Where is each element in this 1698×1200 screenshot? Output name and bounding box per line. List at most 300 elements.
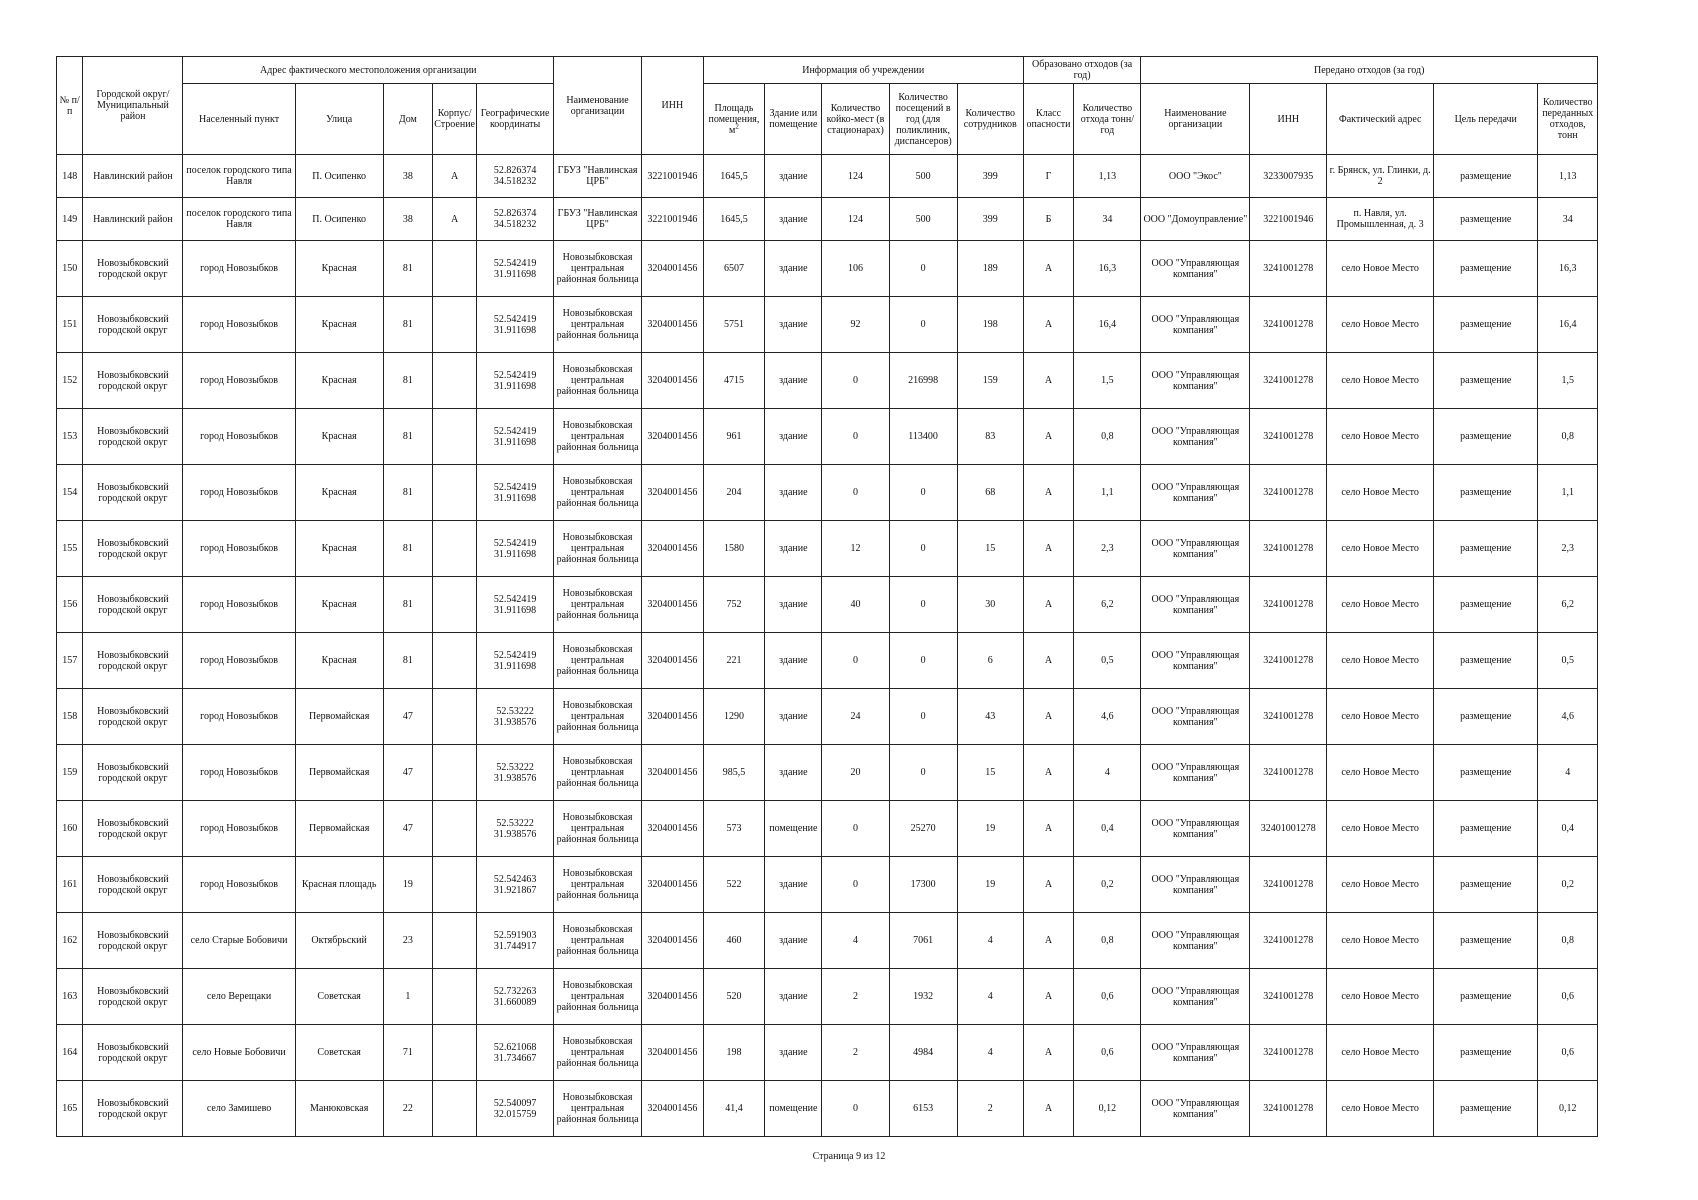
cell-locality: село Старые Бобовичи (183, 913, 295, 969)
cell-transferred: 0,6 (1538, 969, 1598, 1025)
cell-coords: 52.53222 31.938576 (477, 745, 554, 801)
table-row (57, 745, 1598, 801)
table-row (57, 198, 1598, 241)
cell-no: 157 (57, 633, 83, 689)
cell-building (433, 521, 477, 577)
cell-hazard: А (1023, 465, 1074, 521)
cell-visits: 17300 (889, 857, 957, 913)
cell-beds: 2 (822, 1025, 889, 1081)
header-coords: Географические координаты (477, 84, 554, 155)
cell-amount: 34 (1074, 198, 1141, 241)
cell-transferred: 4 (1538, 745, 1598, 801)
cell-inn: 3221001946 (642, 155, 704, 198)
cell-street: Красная площадь (295, 857, 383, 913)
cell-house: 38 (383, 198, 432, 241)
cell-amount: 0,6 (1074, 1025, 1141, 1081)
cell-recv-addr: г. Брянск, ул. Глинки, д. 2 (1327, 155, 1434, 198)
cell-recv-inn: 3221001946 (1250, 198, 1327, 241)
cell-house: 19 (383, 857, 432, 913)
cell-amount: 1,13 (1074, 155, 1141, 198)
cell-type: здание (765, 969, 822, 1025)
header-visits: Количество посещений в год (для поликлиник, диспансеров) (889, 84, 957, 155)
cell-type: помещение (765, 801, 822, 857)
header-recv-name: Наименование организации (1141, 84, 1250, 155)
cell-street: Советская (295, 1025, 383, 1081)
cell-district: Навлинский район (83, 155, 183, 198)
cell-area: 204 (703, 465, 765, 521)
cell-house: 71 (383, 1025, 432, 1081)
cell-inn: 3204001456 (642, 297, 704, 353)
cell-recv-name: ООО "Управляющая компания" (1141, 577, 1250, 633)
cell-beds: 0 (822, 353, 889, 409)
cell-recv-inn: 3241001278 (1250, 1081, 1327, 1137)
cell-amount: 2,3 (1074, 521, 1141, 577)
header-waste-amount: Количество отхода тонн/год (1074, 84, 1141, 155)
cell-amount: 0,12 (1074, 1081, 1141, 1137)
cell-hazard: А (1023, 969, 1074, 1025)
cell-beds: 124 (822, 155, 889, 198)
cell-hazard: А (1023, 1025, 1074, 1081)
cell-no: 158 (57, 689, 83, 745)
cell-house: 47 (383, 801, 432, 857)
cell-house: 1 (383, 969, 432, 1025)
cell-coords: 52.53222 31.938576 (477, 689, 554, 745)
cell-locality: город Новозыбков (183, 409, 295, 465)
cell-staff: 83 (957, 409, 1023, 465)
cell-hazard: А (1023, 745, 1074, 801)
waste-registry-table (56, 56, 1598, 1137)
header-recv-address: Фактический адрес (1327, 84, 1434, 155)
cell-purpose: размещение (1433, 409, 1537, 465)
cell-amount: 16,3 (1074, 241, 1141, 297)
cell-building: А (433, 198, 477, 241)
cell-district: Новозыбковский городской округ (83, 353, 183, 409)
header-no: № п/п (57, 57, 83, 155)
cell-beds: 0 (822, 409, 889, 465)
cell-hazard: А (1023, 409, 1074, 465)
table-row (57, 1081, 1598, 1137)
cell-org: Новозыбковская центральная районная больница (554, 297, 642, 353)
cell-recv-inn: 3241001278 (1250, 577, 1327, 633)
cell-org: Новозыбковская центральная районная больница (554, 857, 642, 913)
cell-building (433, 297, 477, 353)
cell-locality: село Верещаки (183, 969, 295, 1025)
cell-inn: 3204001456 (642, 857, 704, 913)
header-inn: ИНН (642, 57, 704, 155)
cell-recv-name: ООО "Управляющая компания" (1141, 913, 1250, 969)
cell-type: здание (765, 465, 822, 521)
cell-recv-addr: село Новое Место (1327, 857, 1434, 913)
cell-locality: город Новозыбков (183, 577, 295, 633)
cell-building (433, 745, 477, 801)
cell-amount: 0,6 (1074, 969, 1141, 1025)
cell-hazard: А (1023, 353, 1074, 409)
header-group-address: Адрес фактического местоположения организации (183, 57, 554, 84)
cell-staff: 4 (957, 969, 1023, 1025)
cell-amount: 16,4 (1074, 297, 1141, 353)
cell-recv-inn: 3241001278 (1250, 353, 1327, 409)
cell-house: 81 (383, 577, 432, 633)
cell-recv-addr: село Новое Место (1327, 521, 1434, 577)
cell-visits: 216998 (889, 353, 957, 409)
cell-house: 81 (383, 353, 432, 409)
cell-staff: 30 (957, 577, 1023, 633)
cell-coords: 52.732263 31.660089 (477, 969, 554, 1025)
page-number: Страница 9 из 12 (812, 1151, 886, 1162)
cell-org: Новозыбковская центральная районная больница (554, 801, 642, 857)
cell-purpose: размещение (1433, 155, 1537, 198)
cell-locality: поселок городского типа Навля (183, 155, 295, 198)
cell-area: 961 (703, 409, 765, 465)
cell-no: 163 (57, 969, 83, 1025)
cell-purpose: размещение (1433, 857, 1537, 913)
cell-org: Новозыбковская центрлаьная районная больница (554, 745, 642, 801)
cell-house: 81 (383, 521, 432, 577)
cell-no: 162 (57, 913, 83, 969)
cell-amount: 0,2 (1074, 857, 1141, 913)
cell-street: Октябрьский (295, 913, 383, 969)
cell-district: Новозыбковский городской округ (83, 241, 183, 297)
cell-locality: город Новозыбков (183, 353, 295, 409)
cell-type: здание (765, 353, 822, 409)
cell-recv-inn: 3241001278 (1250, 465, 1327, 521)
cell-coords: 52.542419 31.911698 (477, 577, 554, 633)
cell-hazard: А (1023, 801, 1074, 857)
cell-recv-addr: село Новое Место (1327, 409, 1434, 465)
cell-street: Первомайская (295, 801, 383, 857)
cell-area: 520 (703, 969, 765, 1025)
cell-visits: 0 (889, 633, 957, 689)
cell-recv-inn: 3241001278 (1250, 1025, 1327, 1081)
cell-inn: 3204001456 (642, 353, 704, 409)
cell-inn: 3204001456 (642, 801, 704, 857)
cell-recv-name: ООО "Управляющая компания" (1141, 1081, 1250, 1137)
cell-inn: 3204001456 (642, 1081, 704, 1137)
cell-type: здание (765, 633, 822, 689)
table-row (57, 801, 1598, 857)
cell-amount: 4,6 (1074, 689, 1141, 745)
cell-area: 1580 (703, 521, 765, 577)
cell-org: Новозыбковская центральная районная больница (554, 1025, 642, 1081)
header-staff: Количество сотрудников (957, 84, 1023, 155)
cell-org: Новозыбковская центральная районная больница (554, 689, 642, 745)
cell-purpose: размещение (1433, 633, 1537, 689)
cell-purpose: размещение (1433, 969, 1537, 1025)
cell-locality: город Новозыбков (183, 633, 295, 689)
cell-recv-addr: п. Навля, ул. Промышленная, д. 3 (1327, 198, 1434, 241)
cell-house: 81 (383, 297, 432, 353)
cell-coords: 52.542463 31.921867 (477, 857, 554, 913)
cell-transferred: 0,8 (1538, 913, 1598, 969)
cell-locality: село Замишево (183, 1081, 295, 1137)
cell-area: 41,4 (703, 1081, 765, 1137)
cell-org: Новозыбковская центральная районная больница (554, 465, 642, 521)
cell-street: Манюковская (295, 1081, 383, 1137)
cell-district: Новозыбковский городской округ (83, 465, 183, 521)
cell-building (433, 577, 477, 633)
cell-recv-inn: 3241001278 (1250, 633, 1327, 689)
cell-org: Новозыбковская центральная районная больница (554, 353, 642, 409)
cell-amount: 1,5 (1074, 353, 1141, 409)
cell-area: 460 (703, 913, 765, 969)
cell-recv-name: ООО "Домоуправление" (1141, 198, 1250, 241)
cell-purpose: размещение (1433, 465, 1537, 521)
cell-type: здание (765, 155, 822, 198)
cell-street: П. Осипенко (295, 198, 383, 241)
cell-district: Новозыбковский городской округ (83, 577, 183, 633)
cell-recv-inn: 3241001278 (1250, 241, 1327, 297)
cell-no: 148 (57, 155, 83, 198)
cell-visits: 0 (889, 241, 957, 297)
cell-district: Новозыбковский городской округ (83, 297, 183, 353)
header-group-generated: Образовано отходов (за год) (1023, 57, 1141, 84)
cell-recv-addr: село Новое Место (1327, 353, 1434, 409)
cell-house: 47 (383, 745, 432, 801)
cell-staff: 6 (957, 633, 1023, 689)
cell-amount: 0,8 (1074, 409, 1141, 465)
cell-transferred: 0,6 (1538, 1025, 1598, 1081)
cell-org: Новозыбковская центральная районная больница (554, 1081, 642, 1137)
header-group-info: Информация об учреждении (703, 57, 1023, 84)
cell-no: 159 (57, 745, 83, 801)
cell-hazard: А (1023, 633, 1074, 689)
cell-type: здание (765, 689, 822, 745)
cell-house: 38 (383, 155, 432, 198)
cell-transferred: 0,8 (1538, 409, 1598, 465)
cell-purpose: размещение (1433, 745, 1537, 801)
header-locality: Населенный пункт (183, 84, 295, 155)
cell-recv-addr: село Новое Место (1327, 745, 1434, 801)
cell-street: Красная (295, 577, 383, 633)
cell-purpose: размещение (1433, 689, 1537, 745)
cell-visits: 0 (889, 745, 957, 801)
cell-coords: 52.53222 31.938576 (477, 801, 554, 857)
cell-staff: 399 (957, 198, 1023, 241)
cell-hazard: А (1023, 297, 1074, 353)
cell-org: ГБУЗ "Навлинская ЦРБ" (554, 198, 642, 241)
table-row (57, 409, 1598, 465)
cell-transferred: 0,12 (1538, 1081, 1598, 1137)
cell-recv-addr: село Новое Место (1327, 297, 1434, 353)
cell-transferred: 4,6 (1538, 689, 1598, 745)
cell-locality: село Новые Бобовичи (183, 1025, 295, 1081)
cell-coords: 52.542419 31.911698 (477, 633, 554, 689)
cell-staff: 68 (957, 465, 1023, 521)
cell-inn: 3204001456 (642, 409, 704, 465)
cell-staff: 15 (957, 745, 1023, 801)
cell-staff: 19 (957, 801, 1023, 857)
cell-area: 573 (703, 801, 765, 857)
cell-street: Красная (295, 633, 383, 689)
table-row (57, 857, 1598, 913)
cell-beds: 20 (822, 745, 889, 801)
cell-building (433, 353, 477, 409)
cell-house: 81 (383, 633, 432, 689)
cell-district: Новозыбковский городской округ (83, 1025, 183, 1081)
cell-transferred: 0,5 (1538, 633, 1598, 689)
cell-visits: 1932 (889, 969, 957, 1025)
cell-inn: 3204001456 (642, 577, 704, 633)
cell-area: 1645,5 (703, 155, 765, 198)
cell-district: Новозыбковский городской округ (83, 409, 183, 465)
cell-org: Новозыбковская центральная районная больница (554, 633, 642, 689)
cell-no: 164 (57, 1025, 83, 1081)
table-row (57, 241, 1598, 297)
cell-inn: 3204001456 (642, 745, 704, 801)
cell-transferred: 0,4 (1538, 801, 1598, 857)
cell-org: Новозыбковская центральная районная больница (554, 409, 642, 465)
cell-visits: 500 (889, 198, 957, 241)
header-building-type: Здание или помещение (765, 84, 822, 155)
cell-org: ГБУЗ "Навлинская ЦРБ" (554, 155, 642, 198)
cell-street: Красная (295, 465, 383, 521)
cell-no: 155 (57, 521, 83, 577)
cell-recv-addr: село Новое Место (1327, 913, 1434, 969)
cell-district: Новозыбковский городской округ (83, 521, 183, 577)
cell-building (433, 1081, 477, 1137)
cell-staff: 159 (957, 353, 1023, 409)
cell-recv-addr: село Новое Место (1327, 241, 1434, 297)
cell-recv-name: ООО "Управляющая компания" (1141, 801, 1250, 857)
cell-type: здание (765, 297, 822, 353)
cell-coords: 52.591903 31.744917 (477, 913, 554, 969)
cell-locality: город Новозыбков (183, 745, 295, 801)
cell-recv-inn: 32401001278 (1250, 801, 1327, 857)
cell-staff: 15 (957, 521, 1023, 577)
cell-area: 4715 (703, 353, 765, 409)
cell-visits: 7061 (889, 913, 957, 969)
cell-district: Новозыбковский городской округ (83, 633, 183, 689)
cell-recv-inn: 3241001278 (1250, 969, 1327, 1025)
cell-amount: 0,8 (1074, 913, 1141, 969)
table-row (57, 689, 1598, 745)
table-row (57, 155, 1598, 198)
cell-recv-addr: село Новое Место (1327, 633, 1434, 689)
cell-org: Новозыбковская центральная районная больница (554, 577, 642, 633)
header-building: Корпус/ Строение (433, 84, 477, 155)
cell-district: Новозыбковский городской округ (83, 857, 183, 913)
table-row (57, 969, 1598, 1025)
cell-recv-addr: село Новое Место (1327, 1081, 1434, 1137)
cell-inn: 3204001456 (642, 913, 704, 969)
cell-inn: 3204001456 (642, 969, 704, 1025)
cell-recv-name: ООО "Управляющая компания" (1141, 1025, 1250, 1081)
cell-locality: поселок городского типа Навля (183, 198, 295, 241)
cell-beds: 0 (822, 857, 889, 913)
cell-transferred: 1,1 (1538, 465, 1598, 521)
cell-recv-inn: 3241001278 (1250, 297, 1327, 353)
cell-no: 160 (57, 801, 83, 857)
cell-street: Красная (295, 521, 383, 577)
cell-beds: 24 (822, 689, 889, 745)
cell-coords: 52.542419 31.911698 (477, 409, 554, 465)
cell-building (433, 969, 477, 1025)
cell-district: Новозыбковский городской округ (83, 745, 183, 801)
table-row (57, 913, 1598, 969)
cell-no: 152 (57, 353, 83, 409)
cell-staff: 2 (957, 1081, 1023, 1137)
cell-building (433, 465, 477, 521)
header-recv-inn: ИНН (1250, 84, 1327, 155)
cell-recv-inn: 3241001278 (1250, 857, 1327, 913)
cell-purpose: размещение (1433, 801, 1537, 857)
cell-house: 22 (383, 1081, 432, 1137)
cell-building (433, 241, 477, 297)
cell-beds: 4 (822, 913, 889, 969)
cell-building (433, 801, 477, 857)
header-hazard: Класс опасности (1023, 84, 1074, 155)
table-row (57, 633, 1598, 689)
cell-district: Навлинский район (83, 198, 183, 241)
cell-beds: 106 (822, 241, 889, 297)
cell-area: 985,5 (703, 745, 765, 801)
cell-street: Красная (295, 241, 383, 297)
cell-recv-addr: село Новое Место (1327, 801, 1434, 857)
cell-locality: город Новозыбков (183, 521, 295, 577)
cell-inn: 3204001456 (642, 1025, 704, 1081)
cell-coords: 52.826374 34.518232 (477, 155, 554, 198)
table-row (57, 1025, 1598, 1081)
cell-staff: 43 (957, 689, 1023, 745)
cell-transferred: 6,2 (1538, 577, 1598, 633)
cell-visits: 0 (889, 521, 957, 577)
cell-area: 6507 (703, 241, 765, 297)
cell-org: Новозыбковская центральная районная больница (554, 969, 642, 1025)
cell-house: 81 (383, 241, 432, 297)
cell-org: Новозыбковская центральная районная больница (554, 241, 642, 297)
cell-recv-name: ООО "Управляющая компания" (1141, 633, 1250, 689)
cell-purpose: размещение (1433, 353, 1537, 409)
cell-transferred: 34 (1538, 198, 1598, 241)
cell-house: 47 (383, 689, 432, 745)
cell-house: 81 (383, 409, 432, 465)
cell-no: 151 (57, 297, 83, 353)
cell-type: здание (765, 745, 822, 801)
cell-purpose: размещение (1433, 577, 1537, 633)
cell-beds: 2 (822, 969, 889, 1025)
document-page (56, 56, 1598, 1137)
cell-recv-inn: 3241001278 (1250, 913, 1327, 969)
cell-coords: 52.826374 34.518232 (477, 198, 554, 241)
cell-type: здание (765, 409, 822, 465)
cell-amount: 0,5 (1074, 633, 1141, 689)
cell-amount: 4 (1074, 745, 1141, 801)
cell-area: 1290 (703, 689, 765, 745)
cell-house: 81 (383, 465, 432, 521)
cell-street: Красная (295, 297, 383, 353)
cell-amount: 0,4 (1074, 801, 1141, 857)
cell-hazard: А (1023, 913, 1074, 969)
cell-hazard: Б (1023, 198, 1074, 241)
cell-staff: 4 (957, 913, 1023, 969)
cell-type: здание (765, 857, 822, 913)
cell-type: здание (765, 521, 822, 577)
cell-recv-inn: 3241001278 (1250, 521, 1327, 577)
header-district: Городской округ/Муниципальный район (83, 57, 183, 155)
cell-building (433, 633, 477, 689)
cell-district: Новозыбковский городской округ (83, 689, 183, 745)
cell-no: 150 (57, 241, 83, 297)
cell-house: 23 (383, 913, 432, 969)
cell-locality: город Новозыбков (183, 241, 295, 297)
cell-hazard: А (1023, 689, 1074, 745)
header-transferred-amount: Количество переданных отходов, тонн (1538, 84, 1598, 155)
cell-visits: 4984 (889, 1025, 957, 1081)
cell-type: здание (765, 913, 822, 969)
table-header (57, 57, 1598, 155)
cell-coords: 52.542419 31.911698 (477, 521, 554, 577)
cell-recv-addr: село Новое Место (1327, 465, 1434, 521)
